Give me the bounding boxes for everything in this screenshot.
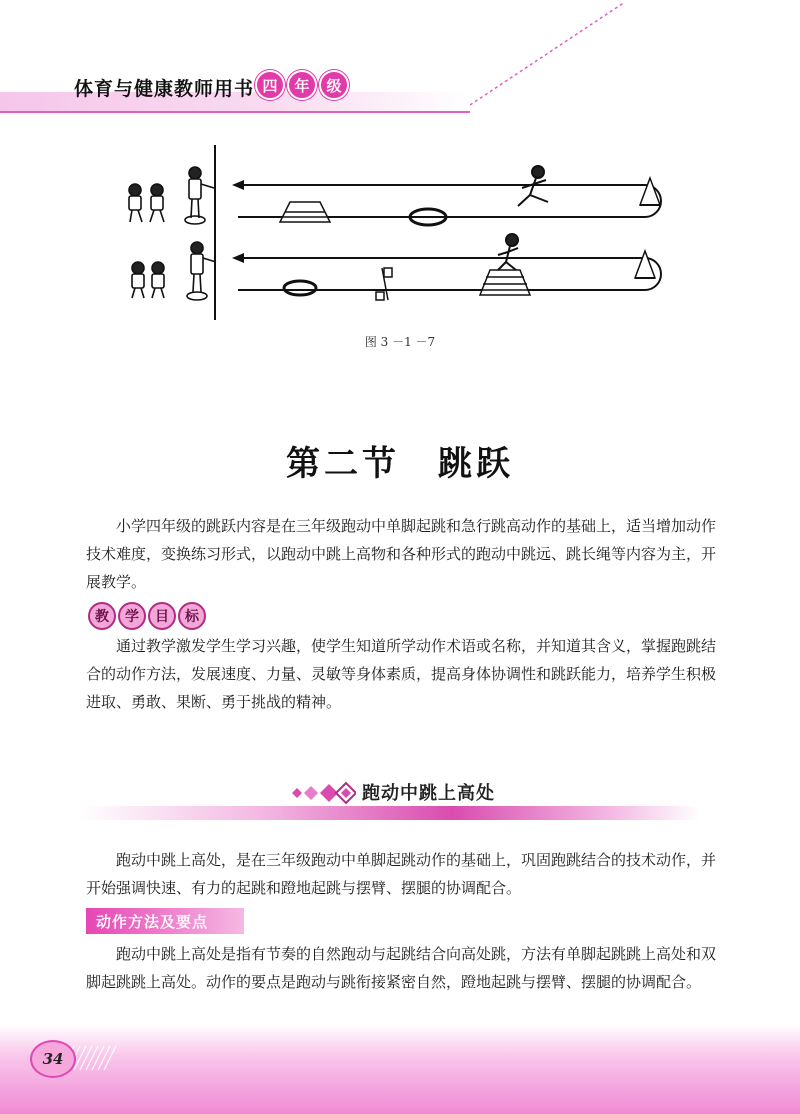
teaching-goals-text: 通过教学激发学生学习兴趣，使学生知道所学动作术语或名称，并知道其含义，掌握跑跳结合的动作方法，发展速度、力量、灵敏等身体素质，提高身体协调性和跳跃能力，培养学生积极进取、勇敢、果断、勇于挑战的精神。 bbox=[86, 637, 717, 711]
goal-char: 学 bbox=[118, 602, 146, 630]
grade-char: 年 bbox=[287, 70, 317, 100]
cone-icon bbox=[635, 251, 655, 278]
subsection-title: 跑动中跳上高处 bbox=[362, 783, 495, 804]
vaulting-box-icon bbox=[280, 202, 330, 222]
goal-char: 标 bbox=[178, 602, 206, 630]
figure-caption: 图 3 －1 －7 bbox=[364, 335, 436, 349]
section-title: 第二节 跳跃 bbox=[286, 444, 514, 484]
grade-char: 级 bbox=[319, 70, 349, 100]
section-intro: 小学四年级的跳跃内容是在三年级跑动中单脚起跳和急行跳高动作的基础上，适当增加动作技术难度，变换练习形式，以跑动中跳上高物和各种形式的跑动中跳远、跳长绳等内容为主，开展教学。 bbox=[86, 517, 717, 591]
jumper-figure bbox=[498, 234, 518, 270]
arrow-icon bbox=[232, 253, 244, 263]
teaching-goals-label bbox=[88, 602, 206, 630]
vaulting-box-icon bbox=[480, 270, 530, 295]
subsection-intro: 跑动中跳上高处，是在三年级跑动中单脚起跳动作的基础上，巩固跑跳结合的技术动作，并开始强调快速、有力的起跳和蹬地起跳与摆臂、摆腿的协调配合。 bbox=[86, 851, 717, 897]
lane-2 bbox=[238, 258, 661, 290]
page-number: 34 bbox=[30, 1040, 76, 1078]
goal-char: 教 bbox=[88, 602, 116, 630]
students-group bbox=[132, 242, 216, 300]
arrow-icon bbox=[232, 180, 244, 190]
goal-char: 目 bbox=[148, 602, 176, 630]
diamond-icon bbox=[286, 778, 356, 808]
grade-char: 四 bbox=[255, 70, 285, 100]
method-label: 动作方法及要点 bbox=[86, 908, 244, 934]
course-illustration bbox=[120, 140, 680, 325]
students-group bbox=[129, 167, 214, 224]
hurdle-icon bbox=[376, 268, 392, 300]
grade-badge bbox=[255, 70, 349, 100]
method-text: 跑动中跳上高处是指有节奏的自然跑动与起跳结合向高处跳，方法有单脚起跳跳上高处和双脚起跳跳上高处。动作的要点是跑动与跳衔接紧密自然，蹬地起跳与摆臂、摆腿的协调配合。 bbox=[86, 945, 717, 991]
book-title: 体育与健康教师用书 bbox=[74, 78, 255, 100]
header-rule bbox=[0, 111, 470, 113]
subsection-banner bbox=[80, 806, 700, 820]
hoop-icon bbox=[284, 281, 316, 295]
